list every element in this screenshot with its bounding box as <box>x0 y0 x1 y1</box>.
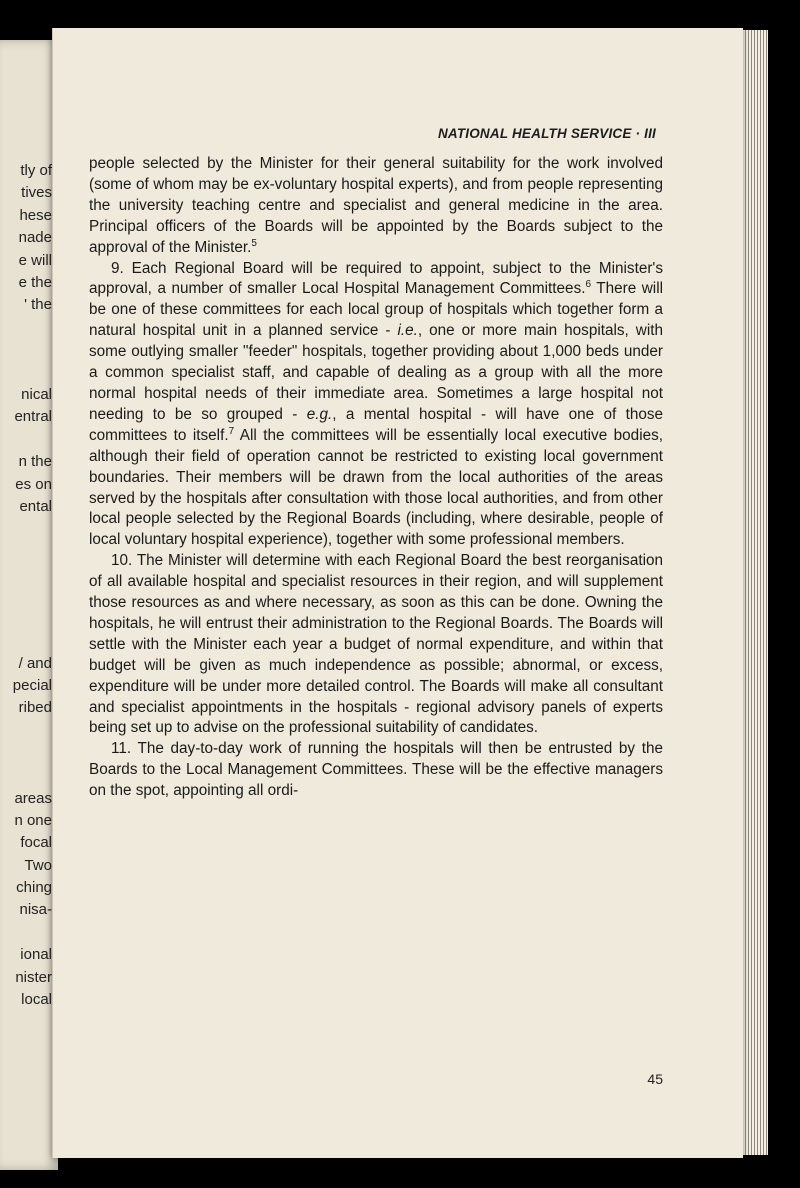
left-page-fragment: n the <box>18 453 52 470</box>
left-page-fragment: nisa- <box>19 901 52 918</box>
left-page-fragment: nical <box>21 386 52 403</box>
left-page-fragment: ching <box>16 879 52 896</box>
left-page-fragment: nade <box>18 229 52 246</box>
left-page-fragment: ental <box>19 498 52 515</box>
left-page-fragment: areas <box>14 790 52 807</box>
left-page-fragment: entral <box>14 408 52 425</box>
paragraph-10: 10. The Minister will determine with each Regional Board the best reorganisation of all available hospital and specialist resources in their region, and will supplement those resources as and where necessary, as soon as this can be done. Owning the hospitals, he will entrust their administration to the Regional Boards. The Boards will settle with the Minister each year a budget of normal expenditure, and within that budget will be given as much independence as possible; abnormal, or excess, expenditure will be under more detailed control. The Boards will make all consultant and specialist appointments in the hospitals - regional advisory panels of experts being set up to advise on the professional suitability of candidates. <box>89 552 663 737</box>
left-page-fragment: ional <box>20 946 52 963</box>
left-page-fragment: ribed <box>18 699 52 716</box>
left-page-fragment: e the <box>18 274 52 291</box>
left-page-fragment: nister <box>15 969 52 986</box>
left-page-fragment: Two <box>24 857 52 874</box>
left-page-fragment: tives <box>21 184 52 201</box>
footnote-ref: 7 <box>228 425 235 437</box>
paragraph-9: 9. Each Regional Board will be required to appoint, subject to the Minister's approval, a number of smaller Local Hospital Management Committees.$^6$ There will be one of these committees for each local group of hospitals which together form a natural hospital unit in a planned service - i.e., one or more main hospitals, with some outlying smaller "feeder" hospitals, together providing about 1,000 beds under a common specialist staff, and capable of dealing as a group with all the more normal hospital needs of their immediate area. Sometimes a large hospital not needing to be so grouped - e.g., a mental hospital - will have one of those committees to itself.$^7$ All the committees will be essentially local executive bodies, although their field of operation cannot be restricted to existing local government boundaries. Their members will be drawn from the local authorities of the areas served by the hospitals after consultation with those local authorities, and from other local people selected by the Regional Boards (including, where desirable, people of local voluntary hospital experience), together with some professional members. <box>89 259 663 549</box>
left-page <box>0 40 58 1170</box>
left-page-fragment: hese <box>19 207 52 224</box>
left-page-fragment: es on <box>15 476 52 493</box>
page-number: 45 <box>647 1071 663 1087</box>
left-page-fragment: local <box>21 991 52 1008</box>
footnote-ref: 6 <box>585 279 592 291</box>
paragraph-11: 11. The day-to-day work of running the hospitals will then be entrusted by the Boards to the Local Management Committees. These will be the effective managers on the spot, appointing all ordi- <box>89 740 663 800</box>
right-page <box>52 28 743 1158</box>
left-page-fragment: tly of <box>20 162 52 179</box>
left-page-fragment: ' the <box>24 296 52 313</box>
running-header: NATIONAL HEALTH SERVICE · III <box>437 126 656 141</box>
left-page-fragment: n one <box>14 812 52 829</box>
left-page-fragment: / and <box>18 655 52 672</box>
left-page-fragment: e will <box>18 252 52 269</box>
left-page-fragment: focal <box>20 834 52 851</box>
left-page-fragment: pecial <box>12 677 52 694</box>
footnote-ref: 5 <box>251 237 257 249</box>
body-text <box>89 154 663 802</box>
paragraph-1: people selected by the Minister for their general suitability for the work involved (some of whom may be ex-voluntary hospital experts), and from people representing the university teaching centre and specialist and general medicine in the area. Principal officers of the Boards will be appointed by the Boards subject to the approval of the Minister.$^5$ <box>89 155 663 256</box>
